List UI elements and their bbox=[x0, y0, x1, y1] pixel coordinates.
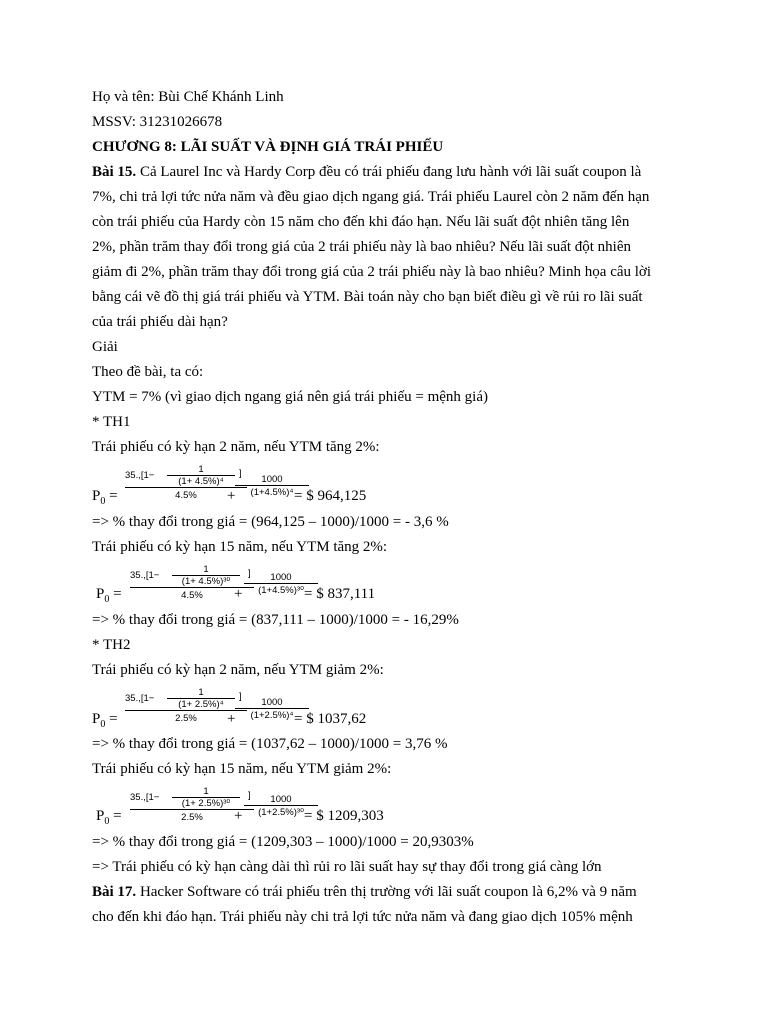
th2-case1-result: => % thay đổi trong giá = (1037,62 – 1000)/1000 = 3,76 % bbox=[92, 736, 448, 752]
solution-heading: Giải bbox=[92, 339, 118, 355]
th2-case2-text: Trái phiếu có kỳ hạn 15 năm, nếu YTM giảm 2%: bbox=[92, 761, 392, 777]
solution-intro: Theo đề bài, ta có: bbox=[92, 364, 204, 380]
bai15-line-1: Bài 15. Cả Laurel Inc và Hardy Corp đều có trái phiếu đang lưu hành với lãi suất coupon là bbox=[92, 164, 642, 180]
chapter-title: CHƯƠNG 8: LÃI SUẤT VÀ ĐỊNH GIÁ TRÁI PHIẾU bbox=[92, 139, 444, 155]
formula-th2-2yr: $P_0$ = 35.,[1− 1 (1+ 2.5%)⁴ ] 2.5% + 1000 (1+2.5%)⁴ = $ 1037,62 bbox=[92, 687, 367, 730]
case-th1-heading: * TH1 bbox=[92, 414, 131, 430]
bai15-line-6: bằng cái vẽ đồ thị giá trái phiếu và YTM. Bài toán này cho bạn biết điều gì về rủi ro lãi suất bbox=[92, 289, 643, 305]
bai15-line-2: 7%, chi trả lợi tức nửa năm và đều giao dịch ngang giá. Trái phiếu Laurel còn 2 năm đến hạn bbox=[92, 189, 650, 205]
price-result: = $ 837,111 bbox=[304, 586, 376, 602]
th1-case2-text: Trái phiếu có kỳ hạn 15 năm, nếu YTM tăng 2%: bbox=[92, 539, 388, 555]
price-result: = $ 964,125 bbox=[294, 488, 367, 504]
bai15-label: Bài 15. bbox=[92, 164, 137, 180]
formula-th2-15yr: $P_0$ = 35.,[1− 1 (1+ 2.5%)³⁰ ] 2.5% + 1000 (1+2.5%)³⁰ = $ 1209,303 bbox=[96, 786, 384, 827]
bai17-label: Bài 17. bbox=[92, 884, 137, 900]
bai15-line-4: 2%, phần trăm thay đổi trong giá của 2 trái phiếu này là bao nhiêu? Nếu lãi suất đột nhiên bbox=[92, 239, 632, 255]
th2-case1-text: Trái phiếu có kỳ hạn 2 năm, nếu YTM giảm 2%: bbox=[92, 662, 384, 678]
th2-case2-result: => % thay đổi trong giá = (1209,303 – 1000)/1000 = 20,9303% bbox=[92, 834, 474, 850]
student-name: Họ và tên: Bùi Chế Khánh Linh bbox=[92, 89, 284, 105]
face-value-fraction: 1000 (1+4.5%)⁴ bbox=[235, 474, 309, 499]
th1-case1-text: Trái phiếu có kỳ hạn 2 năm, nếu YTM tăng 2%: bbox=[92, 439, 380, 455]
p0-label: $P_0$ = bbox=[96, 808, 122, 827]
bai15-line-5: giảm đi 2%, phần trăm thay đổi trong giá của 2 trái phiếu này là bao nhiêu? Minh họa câu lời bbox=[92, 264, 652, 280]
conclusion: => Trái phiếu có kỳ hạn càng dài thì rủi ro lãi suất hay sự thay đổi trong giá càng lớn bbox=[92, 859, 602, 875]
bai15-line-3: còn trái phiếu của Hardy còn 15 năm cho đến khi đáo hạn. Nếu lãi suất đột nhiên tăng lên bbox=[92, 214, 630, 230]
ytm-statement: YTM = 7% (vì giao dịch ngang giá nên giá trái phiếu = mệnh giá) bbox=[92, 389, 488, 405]
th1-case2-result: => % thay đổi trong giá = (837,111 – 1000)/1000 = - 16,29% bbox=[92, 612, 459, 628]
student-id: MSSV: 31231026678 bbox=[92, 114, 223, 130]
price-result: = $ 1209,303 bbox=[304, 808, 384, 824]
bai17-line-2: cho đến khi đáo hạn. Trái phiếu này chi trả lợi tức nửa năm và đang giao dịch 105% mệnh bbox=[92, 909, 633, 925]
p0-label: $P_0$ = bbox=[92, 488, 118, 507]
face-value-fraction: 1000 (1+4.5%)³⁰ bbox=[244, 572, 318, 597]
bai17-line-1: Bài 17. Hacker Software có trái phiếu trên thị trường với lãi suất coupon là 6,2% và 9 năm bbox=[92, 884, 637, 900]
face-value-fraction: 1000 (1+2.5%)⁴ bbox=[235, 697, 309, 722]
p0-label: $P_0$ = bbox=[96, 586, 122, 605]
price-result: = $ 1037,62 bbox=[294, 711, 367, 727]
p0-label: $P_0$ = bbox=[92, 711, 118, 730]
th1-case1-result: => % thay đổi trong giá = (964,125 – 1000)/1000 = - 3,6 % bbox=[92, 514, 449, 530]
case-th2-heading: * TH2 bbox=[92, 637, 131, 653]
bai15-line-7: của trái phiếu dài hạn? bbox=[92, 314, 228, 330]
formula-th1-2yr: $P_0$ = 35.,[1− 1 (1+ 4.5%)⁴ ] 4.5% + 1000 (1+4.5%)⁴ = $ 964,125 bbox=[92, 464, 367, 507]
formula-th1-15yr: $P_0$ = 35.,[1− 1 (1+ 4.5%)³⁰ ] 4.5% + 1000 (1+4.5%)³⁰ = $ 837,111 bbox=[96, 564, 376, 605]
face-value-fraction: 1000 (1+2.5%)³⁰ bbox=[244, 794, 318, 819]
